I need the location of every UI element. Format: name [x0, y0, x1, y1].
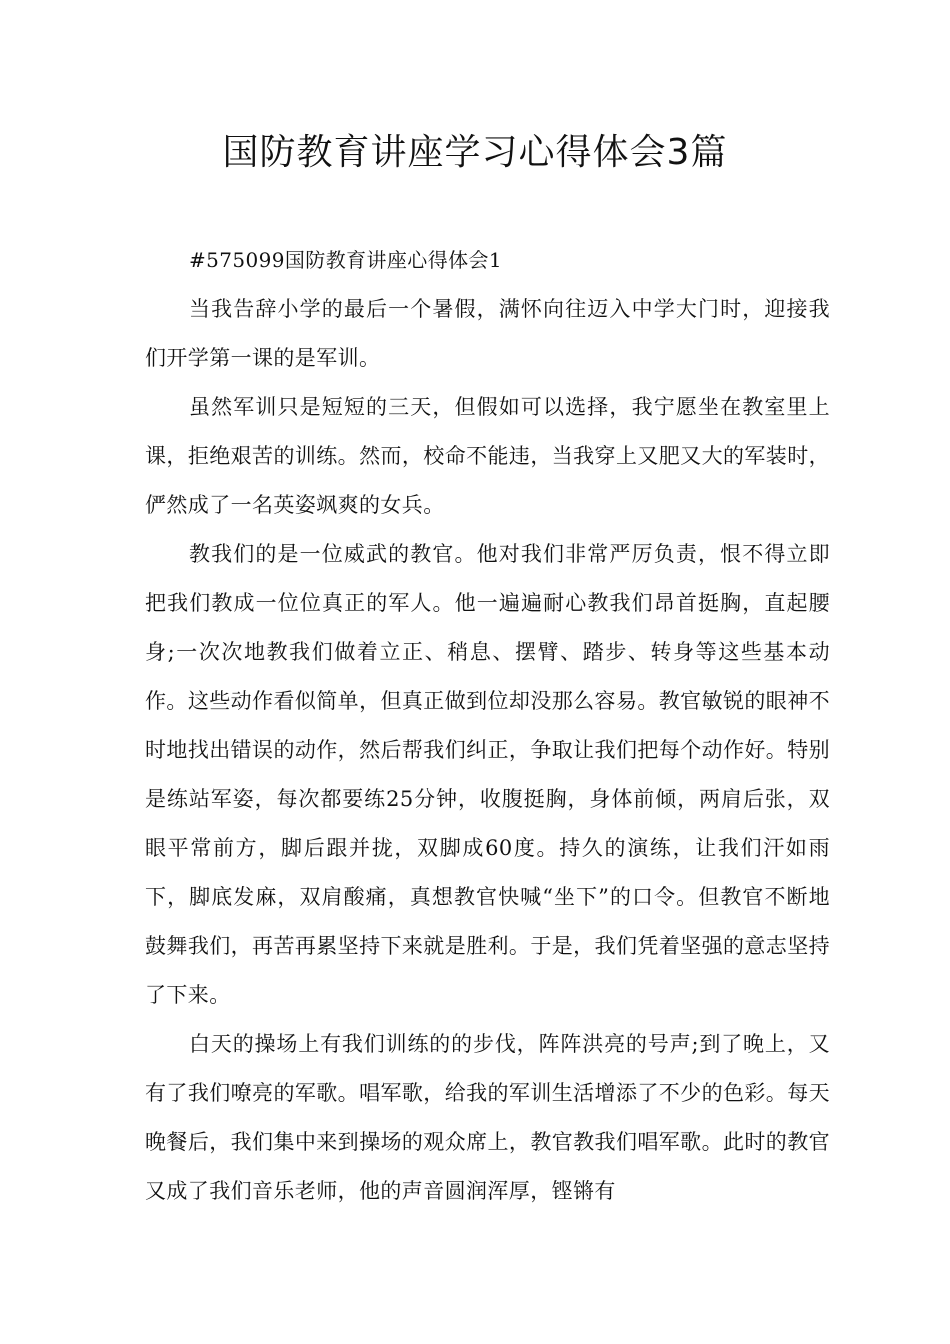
section-heading: #575099国防教育讲座心得体会1: [189, 248, 503, 272]
document-title: 国防教育讲座学习心得体会3篇: [222, 132, 728, 173]
paragraph-1: 当我告辞小学的最后一个暑假，满怀向往迈入中学大门时，迎接我们开学第一课的是军训。: [145, 297, 830, 370]
paragraph-4: 白天的操场上有我们训练的的步伐，阵阵洪亮的号声;到了晚上，又有了我们嘹亮的军歌。唱军歌，给我的军训生活增添了不少的色彩。每天晚餐后，我们集中来到操场的观众席上，教官教我们唱军歌。此时的教官又成了我们音乐老师，他的声音圆润浑厚，铿锵有: [145, 1032, 830, 1203]
paragraph-3: 教我们的是一位威武的教官。他对我们非常严厉负责，恨不得立即把我们教成一位位真正的军人。他一遍遍耐心教我们昂首挺胸，直起腰身;一次次地教我们做着立正、稍息、摆臂、踏步、转身等这些基本动作。这些动作看似简单，但真正做到位却没那么容易。教官敏锐的眼神不时地找出错误的动作，然后帮我们纠正，争取让我们把每个动作好。特别是练站军姿，每次都要练25分钟，收腹挺胸，身体前倾，两肩后张，双眼平常前方，脚后跟并拢，双脚成60度。持久的演练，让我们汗如雨下，脚底发麻，双肩酸痛，真想教官快喊“坐下”的口令。但教官不断地鼓舞我们，再苦再累坚持下来就是胜利。于是，我们凭着坚强的意志坚持了下来。: [145, 542, 830, 1007]
document-body: [145, 236, 830, 1216]
paragraph-2: 虽然军训只是短短的三天，但假如可以选择，我宁愿坐在教室里上课，拒绝艰苦的训练。然而，校命不能违，当我穿上又肥又大的军装时，俨然成了一名英姿飒爽的女兵。: [145, 395, 830, 517]
